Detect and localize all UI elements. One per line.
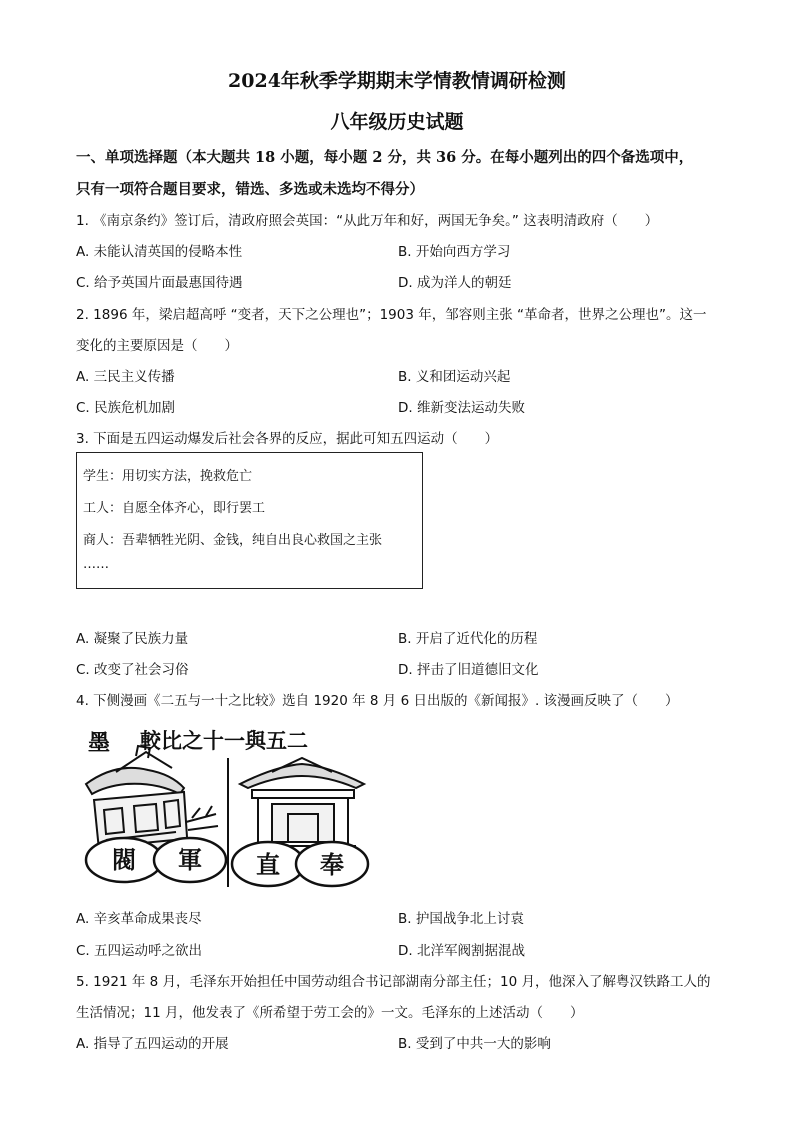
question-4-option-b: B. 护国战争北上讨袁 xyxy=(398,911,524,927)
question-4-option-d: D. 北洋军阀割据混战 xyxy=(398,943,525,959)
section-heading-line-1: 一、单项选择题（本大题共 18 小题，每小题 2 分，共 36 分。在每小题列出的四个备选项中， xyxy=(76,149,694,166)
question-3-source-box xyxy=(76,452,423,589)
exam-title: 2024年秋季学期期末学情教情调研检测 xyxy=(228,70,566,92)
question-1-option-a: A. 未能认清英国的侵略本性 xyxy=(76,244,243,260)
question-5-option-a: A. 指导了五四运动的开展 xyxy=(76,1036,229,1052)
question-1-option-d: D. 成为洋人的朝廷 xyxy=(398,275,512,291)
question-2-stem-line-1: 2. 1896 年，梁启超高呼 “变者，天下之公理也”；1903 年，邹容则主张 “革命者，世界之公理也”。这一 xyxy=(76,307,707,323)
question-5-option-b: B. 受到了中共一大的影响 xyxy=(398,1036,551,1052)
question-4-option-c: C. 五四运动呼之欲出 xyxy=(76,943,203,959)
source-line-merchants: 商人：吾辈牺牲光阴、金钱，纯自出良心救国之主张 xyxy=(83,533,383,548)
question-5-stem-line-1: 5. 1921 年 8 月，毛泽东开始担任中国劳动组合书记部湖南分部主任；10 月，他深入了解粤汉铁路工人的 xyxy=(76,974,711,990)
question-4-stem: 4. 下侧漫画《二五与一十之比较》选自 1920 年 8 月 6 日出版的《新闻报》. 该漫画反映了（ ） xyxy=(76,693,679,709)
exam-subtitle: 八年级历史试题 xyxy=(330,111,464,133)
cartoon-title: 較比之十一與五二 xyxy=(140,728,308,753)
standing-building xyxy=(240,758,364,846)
question-3-option-a: A. 凝聚了民族力量 xyxy=(76,631,189,647)
sack-char-1: 閥 xyxy=(112,845,136,874)
question-3-stem: 3. 下面是五四运动爆发后社会各界的反应，据此可知五四运动（ ） xyxy=(76,431,499,447)
question-4-cartoon xyxy=(76,722,376,892)
question-3-option-d: D. 抨击了旧道德旧文化 xyxy=(398,662,539,678)
question-4-option-a: A. 辛亥革命成果丧尽 xyxy=(76,911,202,927)
question-2-stem-line-2: 变化的主要原因是（ ） xyxy=(76,338,238,354)
source-line-ellipsis: …… xyxy=(83,557,109,572)
question-2-option-b: B. 义和团运动兴起 xyxy=(398,369,511,385)
question-2-option-a: A. 三民主义传播 xyxy=(76,369,175,385)
cartoon-corner-mark: 墨 xyxy=(88,730,111,756)
source-line-workers: 工人：自愿全体齐心，即行罢工 xyxy=(83,501,266,516)
sack-char-3: 直 xyxy=(256,850,280,879)
cartoon-illustration xyxy=(76,722,376,892)
question-1-option-b: B. 开始向西方学习 xyxy=(398,244,511,260)
right-sacks xyxy=(232,842,368,886)
sack-char-4: 奉 xyxy=(320,850,344,879)
sack-char-2: 軍 xyxy=(178,845,202,874)
question-2-option-d: D. 维新变法运动失败 xyxy=(398,400,525,416)
question-3-option-b: B. 开启了近代化的历程 xyxy=(398,631,538,647)
question-3-option-c: C. 改变了社会习俗 xyxy=(76,662,189,678)
question-5-stem-line-2: 生活情况；11 月，他发表了《所希望于劳工会的》一文。毛泽东的上述活动（ ） xyxy=(76,1005,584,1021)
question-1-option-c: C. 给予英国片面最惠国待遇 xyxy=(76,275,243,291)
question-1-stem: 1. 《南京条约》签订后，清政府照会英国：“从此万年和好，两国无争矣。” 这表明清政府（ ） xyxy=(76,213,659,229)
source-line-students: 学生：用切实方法，挽救危亡 xyxy=(83,469,253,484)
section-heading-line-2: 只有一项符合题目要求，错选、多选或未选均不得分） xyxy=(76,181,424,198)
question-2-option-c: C. 民族危机加剧 xyxy=(76,400,176,416)
